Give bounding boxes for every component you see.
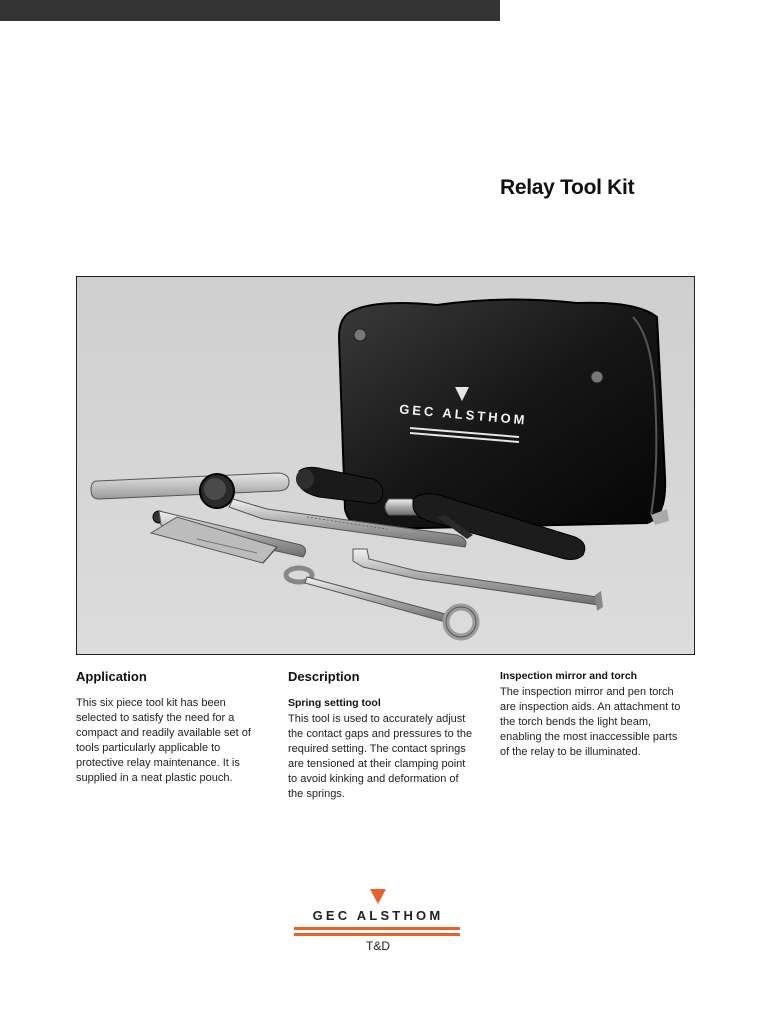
division-label: T&D bbox=[366, 939, 390, 953]
product-photo bbox=[76, 276, 695, 655]
text-line: tools particularly applicable to bbox=[76, 742, 221, 754]
inspection-section bbox=[500, 668, 694, 760]
description-section bbox=[288, 668, 480, 802]
text-line: protective relay maintenance. It is bbox=[76, 757, 240, 769]
text-line: to avoid kinking and deformation of bbox=[288, 773, 459, 785]
logo-rule bbox=[294, 933, 460, 936]
text-line: of the relay to be illuminated. bbox=[500, 746, 641, 758]
text-line: This six piece tool kit has been bbox=[76, 697, 226, 709]
pouch bbox=[339, 299, 669, 529]
logo-rule bbox=[294, 927, 460, 930]
text-line: The inspection mirror and pen torch bbox=[500, 686, 674, 698]
application-heading: Application bbox=[76, 669, 147, 684]
text-line: the torch bends the light beam, bbox=[500, 716, 652, 728]
header-bar bbox=[0, 0, 500, 21]
text-line: This tool is used to accurately adjust bbox=[288, 713, 466, 725]
description-heading: Description bbox=[288, 669, 360, 684]
text-line: supplied in a neat plastic pouch. bbox=[76, 772, 233, 784]
logo-triangle-icon bbox=[370, 889, 386, 904]
text-line: selected to satisfy the need for a bbox=[76, 712, 235, 724]
text-line: are tensioned at their clamping point bbox=[288, 758, 466, 770]
spring-setting-heading: Spring setting tool bbox=[288, 697, 381, 709]
pouch-brand: GEC ALSTHOM bbox=[398, 401, 529, 428]
brand-name: GEC ALSTHOM bbox=[312, 908, 444, 923]
page-title: Relay Tool Kit bbox=[500, 176, 635, 199]
text-line: are inspection aids. An attachment to bbox=[500, 701, 681, 713]
text-line: the springs. bbox=[288, 788, 345, 800]
text-line: enabling the most inaccessible parts bbox=[500, 731, 678, 743]
text-line: required setting. The contact springs bbox=[288, 743, 466, 755]
text-line: the contact gaps and pressures to the bbox=[288, 728, 473, 740]
application-section bbox=[76, 668, 268, 786]
spring-setting-text bbox=[288, 712, 480, 802]
application-text bbox=[76, 696, 268, 786]
inspection-heading: Inspection mirror and torch bbox=[500, 670, 638, 682]
tool-kit-illustration bbox=[77, 277, 694, 654]
inspection-text bbox=[500, 685, 694, 760]
text-line: compact and readily available set of bbox=[76, 727, 251, 739]
